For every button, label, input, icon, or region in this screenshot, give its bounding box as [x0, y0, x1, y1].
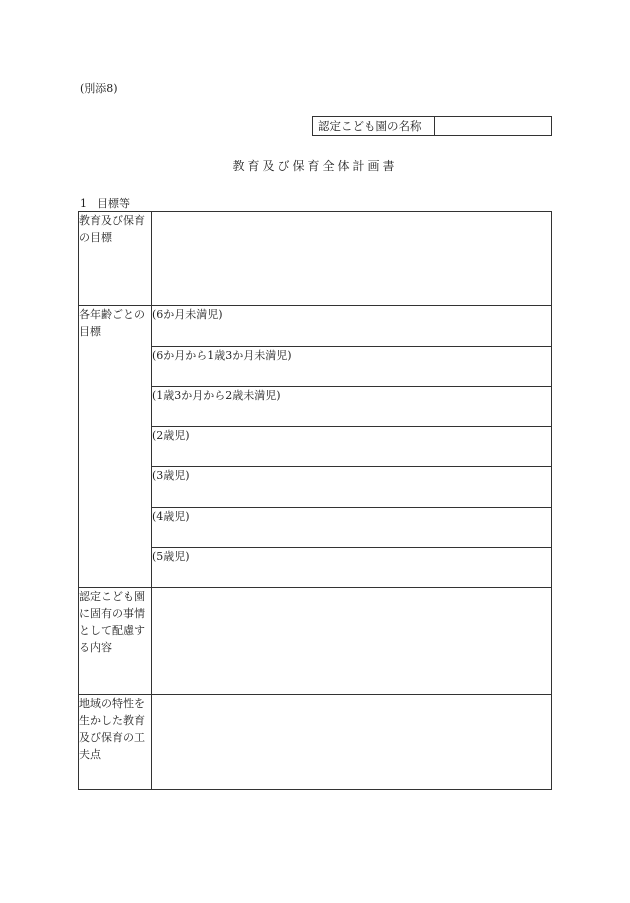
attachment-label: (別添8)	[80, 82, 118, 95]
goals-label: 教育及び保育の目標	[79, 212, 152, 306]
section-title: 目標等	[97, 197, 130, 210]
age-goal-row[interactable]: (2歳児)	[152, 427, 552, 467]
regional-features-label: 地域の特性を生かした教育及び保育の工夫点	[79, 695, 152, 790]
section-number: 1	[80, 197, 87, 210]
goals-content[interactable]	[152, 212, 552, 306]
special-considerations-label: 認定こども園に固有の事情として配慮する内容	[79, 587, 152, 695]
special-considerations-content[interactable]	[152, 587, 552, 695]
regional-features-content[interactable]	[152, 695, 552, 790]
institution-name-field[interactable]	[435, 117, 551, 135]
age-goal-row[interactable]: (6か月未満児)	[152, 306, 552, 346]
age-goals-label: 各年齢ごとの目標	[79, 306, 152, 587]
age-goal-row[interactable]: (6か月から1歳3か月未満児)	[152, 346, 552, 386]
document-title: 教育及び保育全体計画書	[232, 159, 398, 173]
institution-name-box	[312, 116, 552, 136]
plan-table	[78, 211, 552, 790]
age-goal-row[interactable]: (4歳児)	[152, 507, 552, 547]
age-goal-row[interactable]: (1歳3か月から2歳未満児)	[152, 386, 552, 426]
institution-name-label: 認定こども園の名称	[313, 117, 435, 135]
section-heading	[80, 195, 130, 211]
age-goal-row[interactable]: (5歳児)	[152, 547, 552, 587]
age-goal-row[interactable]: (3歳児)	[152, 467, 552, 507]
